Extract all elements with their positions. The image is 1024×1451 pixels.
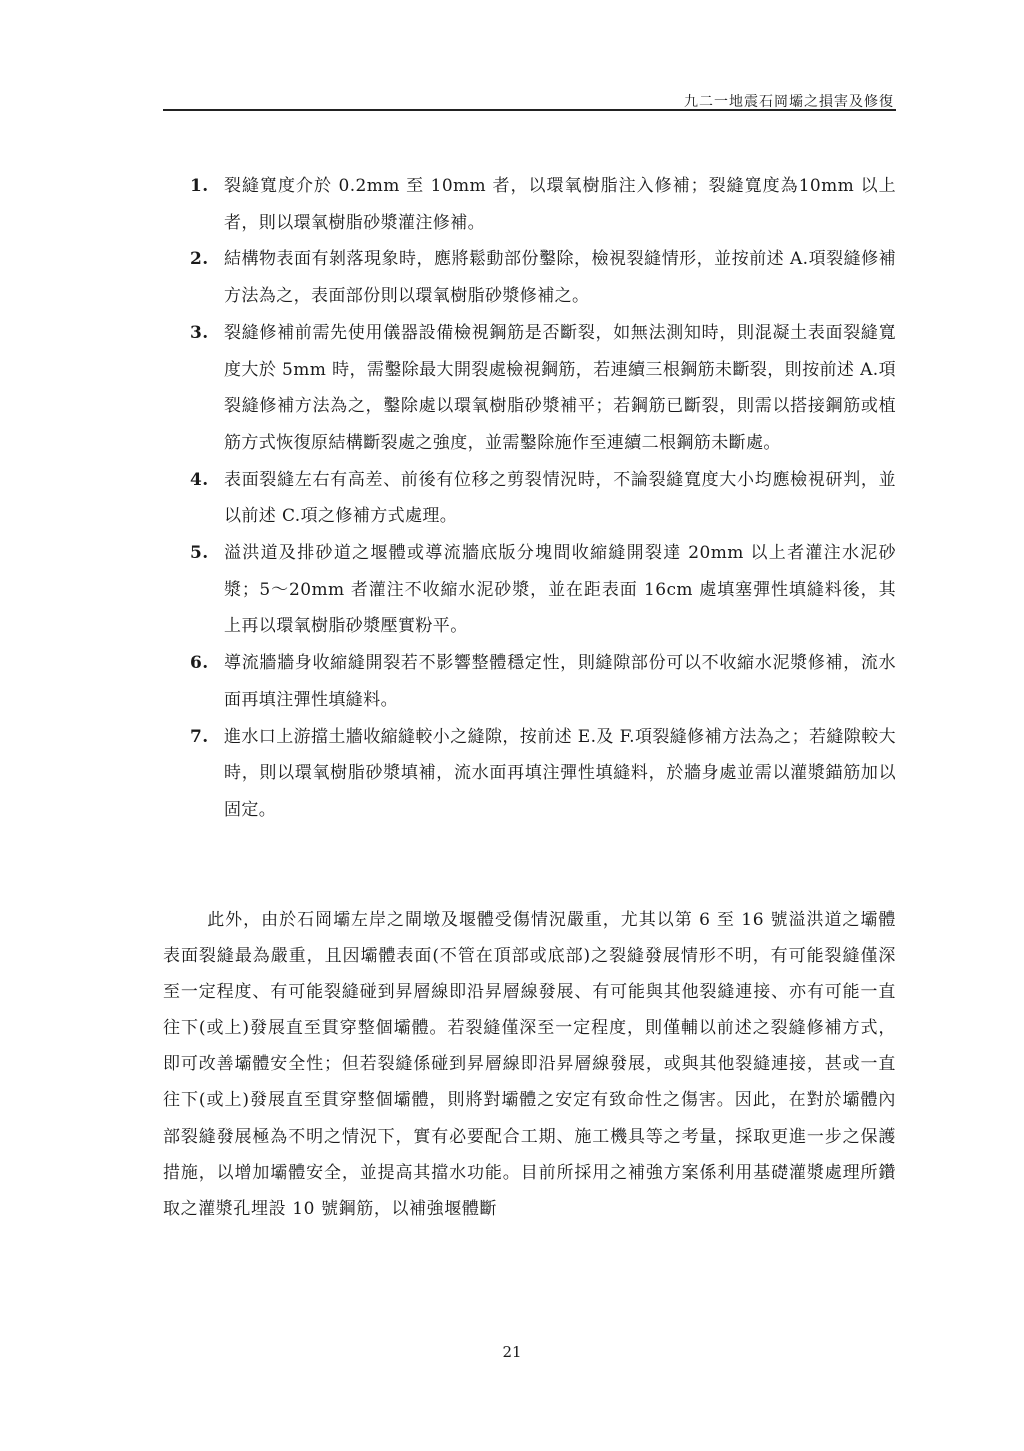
repair-method-list bbox=[190, 168, 896, 829]
list-item bbox=[190, 719, 896, 829]
list-item bbox=[190, 315, 896, 462]
list-item-text: 導流牆牆身收縮縫開裂若不影響整體穩定性，則縫隙部份可以不收縮水泥漿修補，流水面再填注彈性填縫料。 bbox=[224, 653, 896, 710]
body-paragraph: 此外，由於石岡壩左岸之閘墩及堰體受傷情況嚴重，尤其以第 6 至 16 號溢洪道之壩體表面裂縫最為嚴重，且因壩體表面(不管在頂部或底部)之裂縫發展情形不明，有可能裂縫僅深至一定程度、有可能裂縫碰到昇層線即沿昇層線發展、有可能與其他裂縫連接、亦有可能一直往下(或上)發展直至貫穿整個壩體。若裂縫僅深至一定程度，則僅輔以前述之裂縫修補方式，即可改善壩體安全性；但若裂縫係碰到昇層線即沿昇層線發展，或與其他裂縫連接，甚或一直往下(或上)發展直至貫穿整個壩體，則將對壩體之安定有致命性之傷害。因此，在對於壩體內部裂縫發展極為不明之情況下，實有必要配合工期、施工機具等之考量，採取更進一步之保護措施，以增加壩體安全，並提高其擋水功能。目前所採用之補強方案係利用基礎灌漿處理所鑽取之灌漿孔埋設 10 號鋼筋，以補強堰體斷 bbox=[163, 910, 896, 1219]
list-item bbox=[190, 535, 896, 645]
list-item-text: 表面裂縫左右有高差、前後有位移之剪裂情況時，不論裂縫寬度大小均應檢視研判，並以前述 C.項之修補方式處理。 bbox=[224, 469, 896, 527]
list-item bbox=[190, 462, 896, 535]
list-item-text: 進水口上游擋土牆收縮縫較小之縫隙，按前述 E.及 F.項裂縫修補方法為之；若縫隙較大時，則以環氧樹脂砂漿填補，流水面再填注彈性填縫料，於牆身處並需以灌漿錨筋加以固定。 bbox=[224, 726, 896, 820]
list-item bbox=[190, 241, 896, 314]
list-item-text: 裂縫寬度介於 0.2mm 至 10mm 者，以環氧樹脂注入修補；裂縫寬度為10mm 以上者，則以環氧樹脂砂漿灌注修補。 bbox=[224, 176, 896, 233]
page-number: 21 bbox=[502, 1343, 522, 1361]
list-item-number: 1. bbox=[190, 176, 209, 196]
list-item bbox=[190, 645, 896, 718]
list-item-number: 4. bbox=[190, 469, 209, 490]
header-rule bbox=[163, 109, 896, 111]
list-item-number: 6. bbox=[190, 653, 209, 674]
list-item-number: 2. bbox=[190, 249, 209, 270]
list-item-number: 3. bbox=[190, 322, 209, 343]
list-item-text: 結構物表面有剝落現象時，應將鬆動部份鑿除，檢視裂縫情形，並按前述 A.項裂縫修補方法為之，表面部份則以環氧樹脂砂漿修補之。 bbox=[224, 249, 896, 307]
list-item-text: 溢洪道及排砂道之堰體或導流牆底版分塊間收縮縫開裂達 20mm 以上者灌注水泥砂漿；5～20mm 者灌注不收縮水泥砂漿，並在距表面 16cm 處填塞彈性填縫料後，其上再以環氧樹脂砂漿壓實粉平。 bbox=[224, 543, 896, 637]
list-item bbox=[190, 168, 896, 241]
running-header-title: 九二一地震石岡壩之損害及修復 bbox=[684, 94, 894, 110]
list-item-text: 裂縫修補前需先使用儀器設備檢視鋼筋是否斷裂，如無法測知時，則混凝土表面裂縫寬度大於 5mm 時，需鑿除最大開裂處檢視鋼筋，若連續三根鋼筋未斷裂，則按前述 A.項裂縫修補方法為之，鑿除處以環氧樹脂砂漿補平；若鋼筋已斷裂，則需以搭接鋼筋或植筋方式恢復原結構斷裂處之強度，並需鑿除施作至連續二根鋼筋未斷處。 bbox=[224, 322, 896, 453]
list-item-number: 7. bbox=[190, 726, 209, 747]
list-item-number: 5. bbox=[190, 543, 209, 564]
